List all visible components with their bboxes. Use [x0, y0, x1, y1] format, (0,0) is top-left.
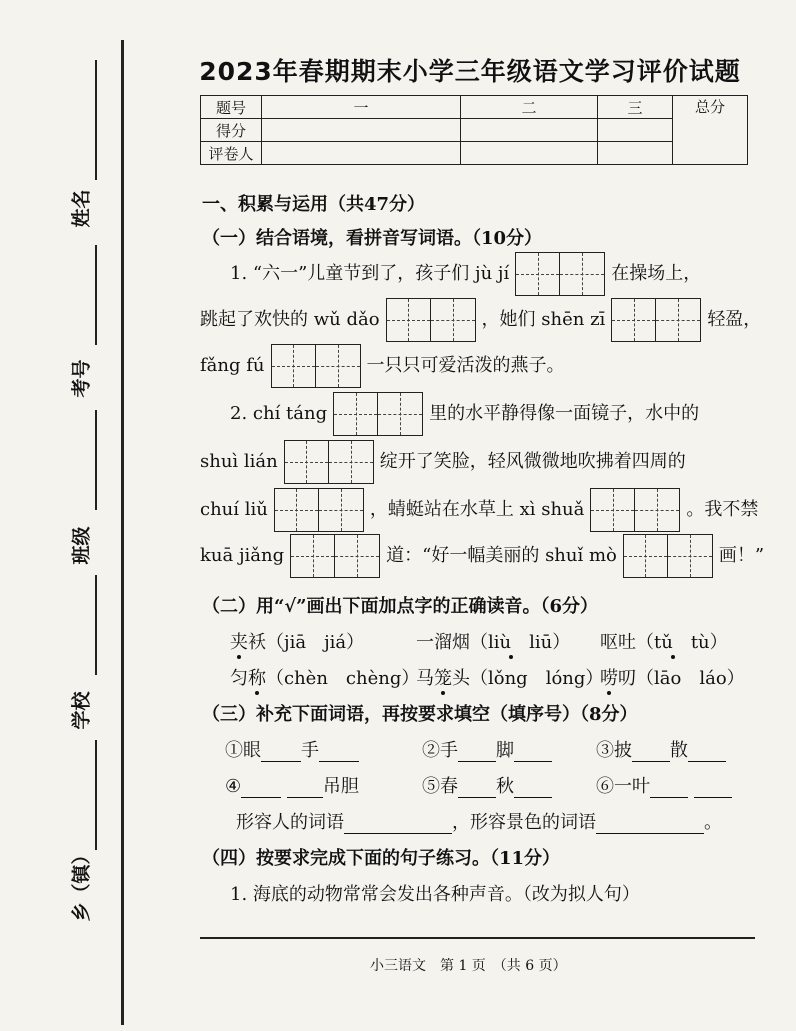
binding-line — [121, 40, 124, 1025]
writing-box[interactable] — [611, 298, 701, 342]
score-header: 题号 — [201, 96, 262, 119]
writing-box[interactable] — [623, 534, 713, 578]
writing-box[interactable] — [515, 252, 605, 296]
side-label-school: 学校 — [70, 691, 93, 730]
writing-box[interactable] — [290, 534, 380, 578]
score-header: 三 — [598, 96, 673, 119]
writing-box[interactable] — [333, 392, 423, 436]
section-heading: 一、积累与运用（共47分） — [202, 194, 426, 215]
side-label-exam-no: 考号 — [70, 359, 93, 398]
pinyin-item: 唠叨（lāo láo） — [600, 664, 745, 690]
question-line: shuì lián 绽开了笑脸，轻风微微地吹拂着四周的 — [200, 440, 686, 484]
pinyin-item: 马笼头（lǒng lóng） — [416, 664, 603, 690]
idiom-item: ②手 脚 — [422, 736, 552, 762]
side-label-town: 乡（镇） — [70, 845, 93, 922]
pinyin-item: 一溜烟（liù liū） — [416, 628, 570, 654]
score-row-label: 评卷人 — [201, 142, 262, 165]
score-cell[interactable] — [262, 119, 461, 142]
page-title: 2023年春期期末小学三年级语文学习评价试题 — [199, 57, 741, 86]
idiom-item: ①眼 手 — [225, 736, 359, 762]
page-footer: 小三语文 第 1 页 （共 6 页） — [370, 958, 567, 974]
question-header: （三）补充下面词语，再按要求填空（填序号）（8分） — [202, 704, 638, 725]
question-line: 2. chí táng 里的水平静得像一面镜子，水中的 — [230, 392, 699, 436]
pinyin-item: 匀称（chèn chèng） — [230, 664, 419, 690]
question-header: （二）用“√”画出下面加点字的正确读音。（6分） — [202, 596, 599, 617]
question-line: kuā jiǎng 道：“好一幅美丽的 shuǐ mò 画！” — [200, 534, 764, 578]
idiom-item: ④ 吊胆 — [225, 776, 359, 797]
writing-box[interactable] — [284, 440, 374, 484]
side-blank-line — [95, 60, 97, 180]
answer-rule — [200, 937, 755, 939]
fill-line: 形容人的词语 ，形容景色的词语 。 — [236, 812, 722, 833]
idiom-item: ③披 散 — [596, 736, 726, 762]
side-blank-line — [95, 575, 97, 675]
side-blank-line — [95, 740, 97, 850]
question-line: chuí liǔ ，蜻蜓站在水草上 xì shuǎ 。我不禁 — [200, 488, 758, 532]
question-header: （四）按要求完成下面的句子练习。（11分） — [202, 848, 561, 869]
score-cell[interactable] — [461, 119, 598, 142]
question-line: 跳起了欢快的 wǔ dǎo ，她们 shēn zī 轻盈， — [200, 298, 761, 342]
pinyin-item: 呕吐（tǔ tù） — [600, 628, 728, 654]
score-total: 总分 — [673, 96, 748, 165]
pinyin-item: 夹袄（jiā jiá） — [230, 628, 364, 654]
writing-box[interactable] — [274, 488, 364, 532]
score-cell[interactable] — [598, 119, 673, 142]
side-label-name: 姓名 — [70, 189, 93, 228]
writing-box[interactable] — [271, 344, 361, 388]
score-cell[interactable] — [598, 142, 673, 165]
score-cell[interactable] — [461, 142, 598, 165]
question-line: 1. 海底的动物常常会发出各种声音。（改为拟人句） — [230, 884, 640, 905]
writing-box[interactable] — [386, 298, 476, 342]
question-header: （一）结合语境，看拼音写词语。（10分） — [202, 228, 543, 249]
score-cell[interactable] — [262, 142, 461, 165]
side-label-class: 班级 — [70, 526, 93, 565]
side-blank-line — [95, 245, 97, 345]
question-line: fǎng fú 一只只可爱活泼的燕子。 — [200, 344, 565, 388]
question-line: 1. “六一”儿童节到了，孩子们 jù jí 在操场上， — [230, 252, 701, 296]
score-table — [200, 95, 748, 165]
score-header: 一 — [262, 96, 461, 119]
score-header: 二 — [461, 96, 598, 119]
writing-box[interactable] — [590, 488, 680, 532]
score-row-label: 得分 — [201, 119, 262, 142]
idiom-item: ⑤春 秋 — [422, 772, 552, 798]
idiom-item: ⑥一叶 — [596, 772, 732, 798]
side-blank-line — [95, 410, 97, 510]
